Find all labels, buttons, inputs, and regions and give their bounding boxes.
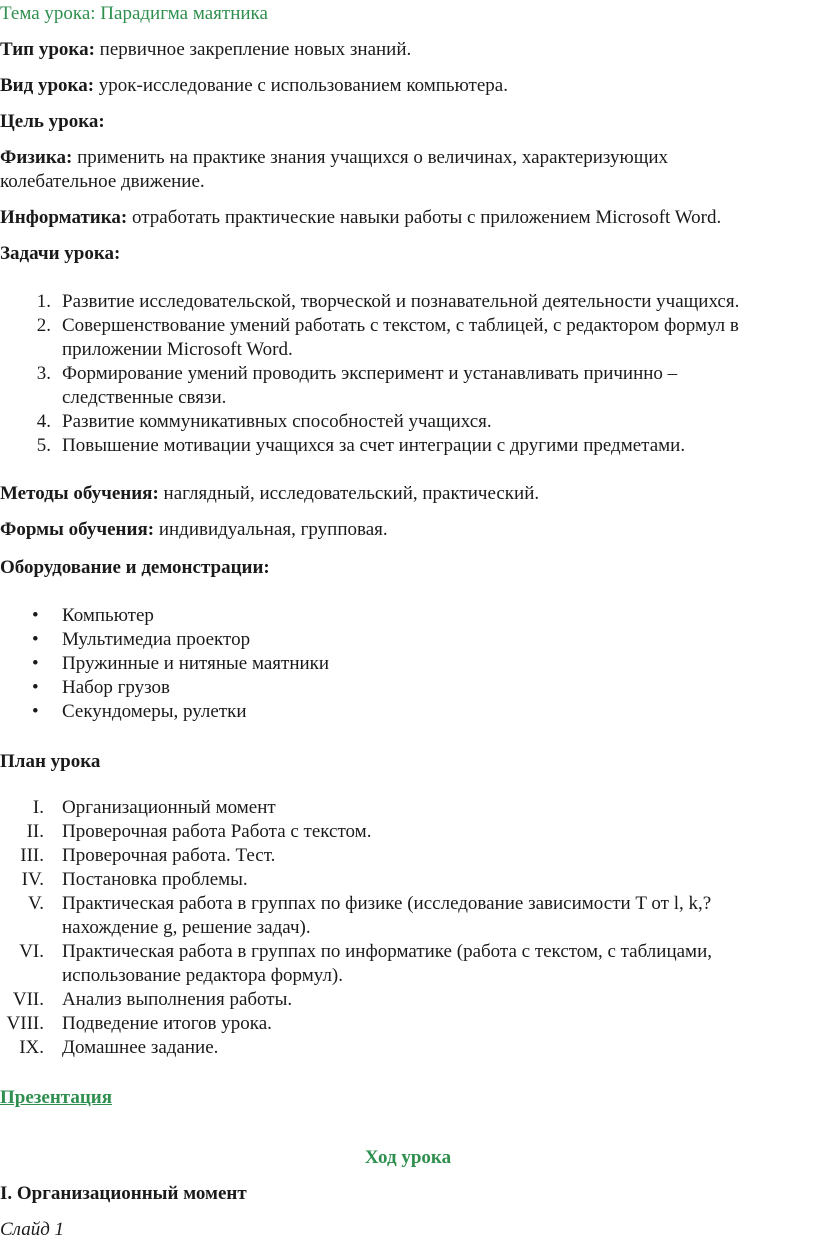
plan-heading: План урока [0, 751, 101, 772]
list-item: IX. Домашнее задание. [19, 1037, 219, 1058]
section-heading: I. Организационный момент [0, 1183, 247, 1204]
goal-physics: Физика: применить на практике знания учащихся о величинах, характеризующих [0, 147, 668, 168]
list-item: V. Практическая работа в группах по физике (исследование зависимости T от l, k,? нахождение g, решение задач). [27, 893, 712, 938]
course-heading: Ход урока [364, 1147, 452, 1168]
list-item: VI. Практическая работа в группах по информатике (работа с текстом, с таблицами, использование редактора формул). [19, 941, 712, 986]
list-item: 2. Совершенствование умений работать с текстом, с таблицей, с редактором формул в приложении Microsoft Word. [36, 315, 739, 360]
tasks-list [0, 290, 739, 458]
list-item: • Компьютер [32, 605, 154, 626]
forms: Формы обучения: индивидуальная, групповая. [0, 519, 388, 540]
list-item: VII. Анализ выполнения работы. [12, 989, 293, 1010]
list-item: • Секундомеры, рулетки [32, 701, 247, 722]
presentation-link[interactable]: Презентация [0, 1087, 113, 1108]
list-item: • Мультимедиа проектор [32, 629, 251, 650]
list-item: II. Проверочная работа Работа с текстом. [26, 821, 372, 842]
list-item: IV. Постановка проблемы. [21, 869, 248, 890]
list-item: III. Проверочная работа. Тест. [20, 845, 276, 866]
list-item: 1. Развитие исследовательской, творческой и познавательной деятельности учащихся. [36, 291, 740, 312]
methods: Методы обучения: наглядный, исследовательский, практический. [0, 483, 540, 504]
list-item: 4. Развитие коммуникативных способностей учащихся. [36, 411, 492, 432]
list-item: • Набор грузов [32, 677, 170, 698]
goal-physics-cont: колебательное движение. [0, 171, 205, 192]
lesson-topic: Тема урока: Парадигма маятника [0, 3, 268, 24]
list-item: 3. Формирование умений проводить эксперимент и устанавливать причинно – следственные связи. [36, 363, 678, 408]
equipment-list [0, 604, 329, 724]
list-item: VIII. Подведение итогов урока. [6, 1013, 272, 1034]
goal-informatics: Информатика: отработать практические навыки работы с приложением Microsoft Word. [0, 207, 722, 228]
slide-label: Слайд 1 [0, 1219, 65, 1240]
plan-list [0, 796, 712, 1060]
lesson-type: Тип урока: первичное закрепление новых знаний. [0, 39, 412, 60]
list-item: • Пружинные и нитяные маятники [32, 653, 330, 674]
list-item: I. Организационный момент [32, 797, 276, 818]
lesson-kind: Вид урока: урок-исследование с использованием компьютера. [0, 75, 508, 96]
list-item: 5. Повышение мотивации учащихся за счет интеграции с другими предметами. [36, 435, 686, 456]
tasks-heading: Задачи урока: [0, 243, 121, 264]
equipment-heading: Оборудование и демонстрации: [0, 557, 270, 578]
goal-heading: Цель урока: [0, 111, 105, 132]
